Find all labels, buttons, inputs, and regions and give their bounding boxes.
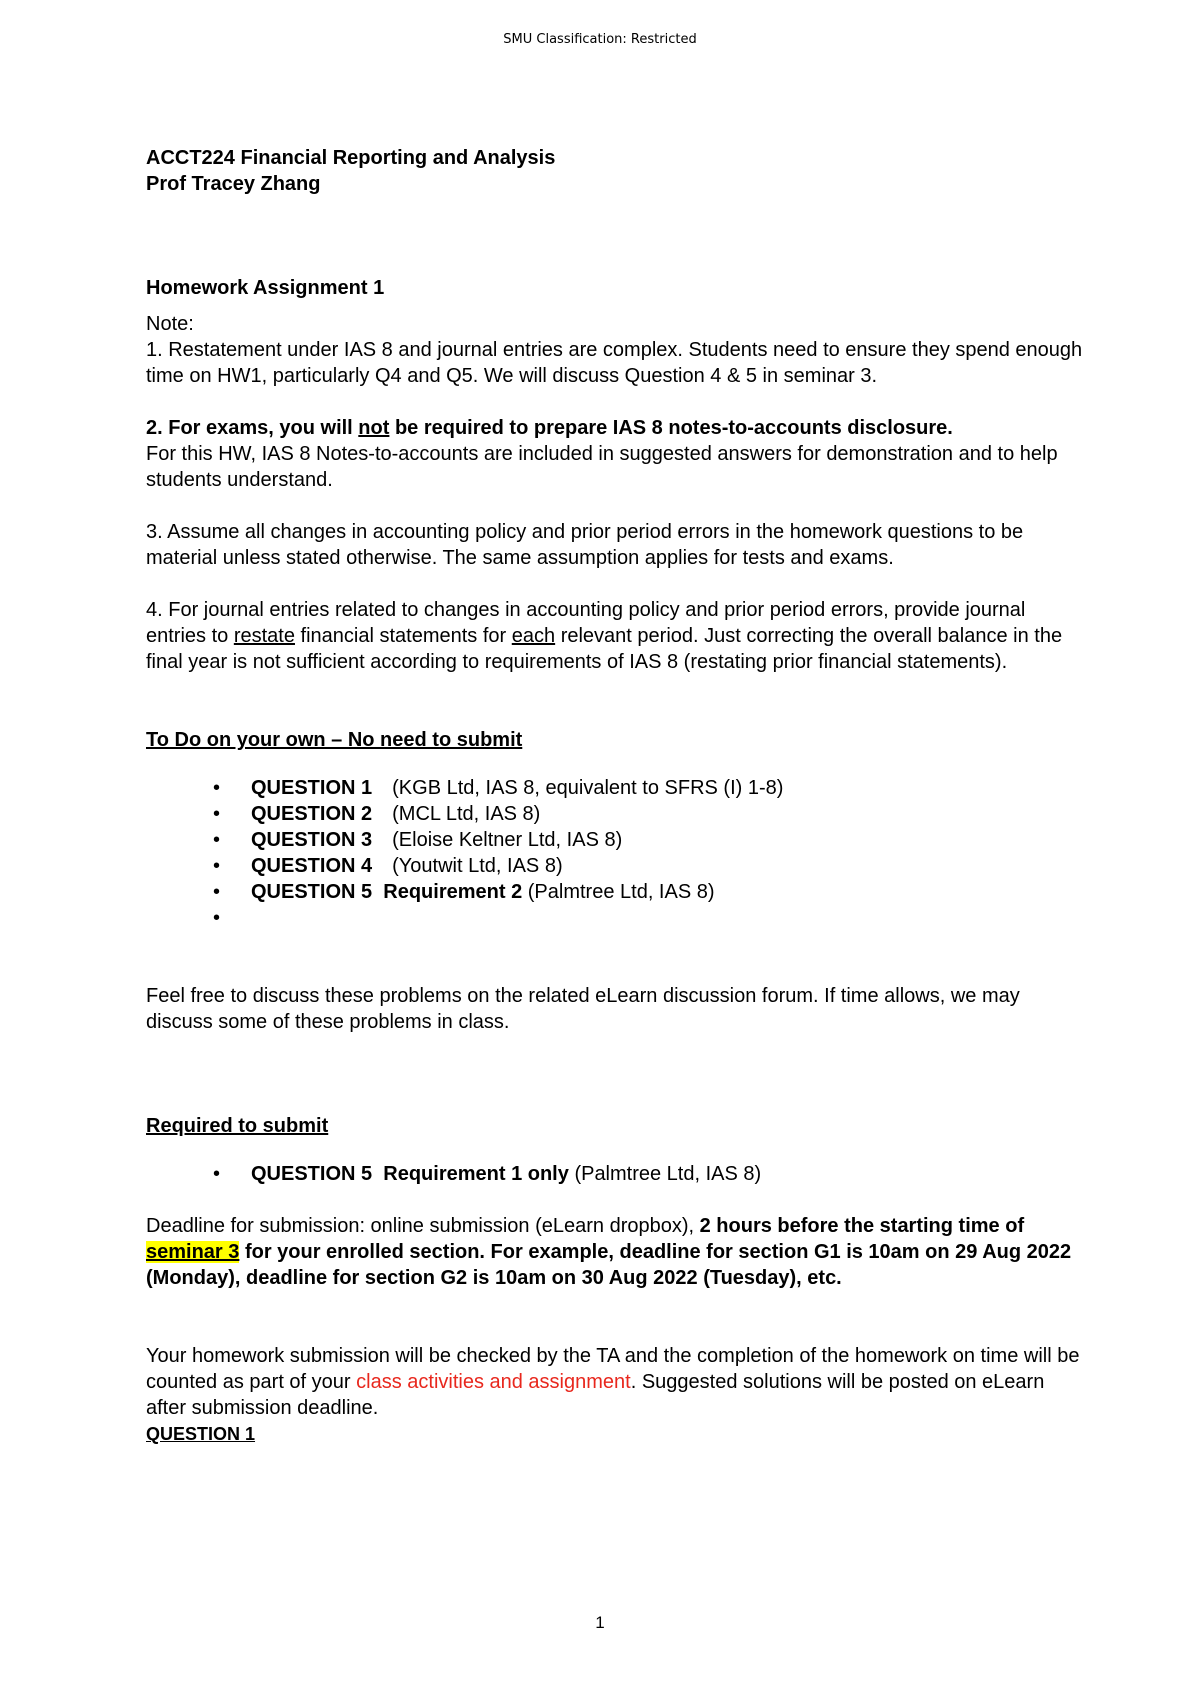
required-list xyxy=(146,1161,1086,1187)
question-label: QUESTION 5 xyxy=(251,1163,373,1185)
professor-name: Prof Tracey Zhang xyxy=(146,173,321,195)
note-2 xyxy=(146,415,1086,493)
note-4-restate: restate xyxy=(233,625,295,647)
question-detail: (Palmtree Ltd, IAS 8) xyxy=(527,881,715,903)
course-title-block xyxy=(146,145,1086,197)
list-item xyxy=(251,775,1086,801)
assignment-title: Homework Assignment 1 xyxy=(146,277,385,299)
note-4-c: relevant period. Just correcting the overall balance in the final year is not sufficient according to requirements of IAS 8 (restating prior financial statements). xyxy=(146,625,1063,673)
list-item-empty xyxy=(251,905,1086,931)
list-item xyxy=(251,853,1086,879)
note-4-each: each xyxy=(511,625,556,647)
homework-a: Your homework submission will be checked by the TA and the completion of the homework on time will be counted as part of your xyxy=(146,1345,1080,1393)
list-item xyxy=(251,801,1086,827)
note-3: 3. Assume all changes in accounting policy and prior period errors in the homework questions to be material unless stated otherwise. The same assumption applies for tests and exams. xyxy=(146,521,1024,569)
question-label: QUESTION 2 xyxy=(251,803,373,825)
list-item xyxy=(251,827,1086,853)
question-detail: (Youtwit Ltd, IAS 8) xyxy=(392,855,563,877)
question-detail: (Palmtree Ltd, IAS 8) xyxy=(574,1163,762,1185)
note-1: 1. Restatement under IAS 8 and journal entries are complex. Students need to ensure they spend enough time on HW1, particularly Q4 and Q5. We will discuss Question 4 & 5 in seminar 3. xyxy=(146,339,1083,387)
question-label: QUESTION 3 xyxy=(251,829,373,851)
note-4 xyxy=(146,597,1086,675)
todo-section-title: To Do on your own – No need to submit xyxy=(146,729,523,751)
homework-b: . Suggested solutions will be posted on eLearn after submission deadline. xyxy=(146,1371,1045,1419)
deadline-bold-b: for your enrolled section. For example, deadline for section G1 is 10am on 29 Aug 2022 (Monday), deadline for section G2 is 10am on 30 Aug 2022 (Tuesday), etc. xyxy=(146,1241,1072,1289)
deadline-highlight: seminar 3 xyxy=(146,1241,240,1263)
homework-red: class activities and assignment xyxy=(356,1371,631,1393)
discussion-text: Feel free to discuss these problems on the related eLearn discussion forum. If time allows, we may discuss some of these problems in class. xyxy=(146,985,1020,1033)
required-section-title: Required to submit xyxy=(146,1115,329,1137)
question-detail: (Eloise Keltner Ltd, IAS 8) xyxy=(392,829,623,851)
classification-header: SMU Classification: Restricted xyxy=(503,32,697,47)
list-item xyxy=(251,879,1086,905)
homework-text xyxy=(146,1343,1086,1421)
note-label: Note: xyxy=(146,313,194,335)
note-2-bold-a: 2. For exams, you will xyxy=(146,417,359,439)
note-4-a: 4. For journal entries related to changes in accounting policy and prior period errors, provide journal entries to xyxy=(146,599,1026,647)
deadline-bold-a: 2 hours before the starting time of xyxy=(699,1215,1025,1237)
question-label: QUESTION 5 xyxy=(251,881,373,903)
course-title: ACCT224 Financial Reporting and Analysis xyxy=(146,147,556,169)
requirement-label: Requirement 1 only xyxy=(383,1163,569,1185)
list-item xyxy=(251,1161,1086,1187)
question-label: QUESTION 4 xyxy=(251,855,373,877)
question-1-heading: QUESTION 1 xyxy=(146,1424,256,1444)
document-body xyxy=(146,145,1086,1447)
note-2-rest: For this HW, IAS 8 Notes-to-accounts are included in suggested answers for demonstration and to help students understand. xyxy=(146,443,1058,491)
question-detail: (MCL Ltd, IAS 8) xyxy=(392,803,541,825)
note-2-bold-b: be required to prepare IAS 8 notes-to-accounts disclosure. xyxy=(389,417,953,439)
requirement-label: Requirement 2 xyxy=(383,881,523,903)
note-4-b: financial statements for xyxy=(294,625,512,647)
question-detail: (KGB Ltd, IAS 8, equivalent to SFRS (I) 1-8) xyxy=(392,777,784,799)
note-2-not: not xyxy=(358,417,390,439)
deadline-text xyxy=(146,1213,1086,1291)
todo-list xyxy=(146,775,1086,931)
deadline-intro: Deadline for submission: online submission (eLearn dropbox), xyxy=(146,1215,700,1237)
question-label: QUESTION 1 xyxy=(251,777,373,799)
page-number: 1 xyxy=(595,1613,605,1632)
